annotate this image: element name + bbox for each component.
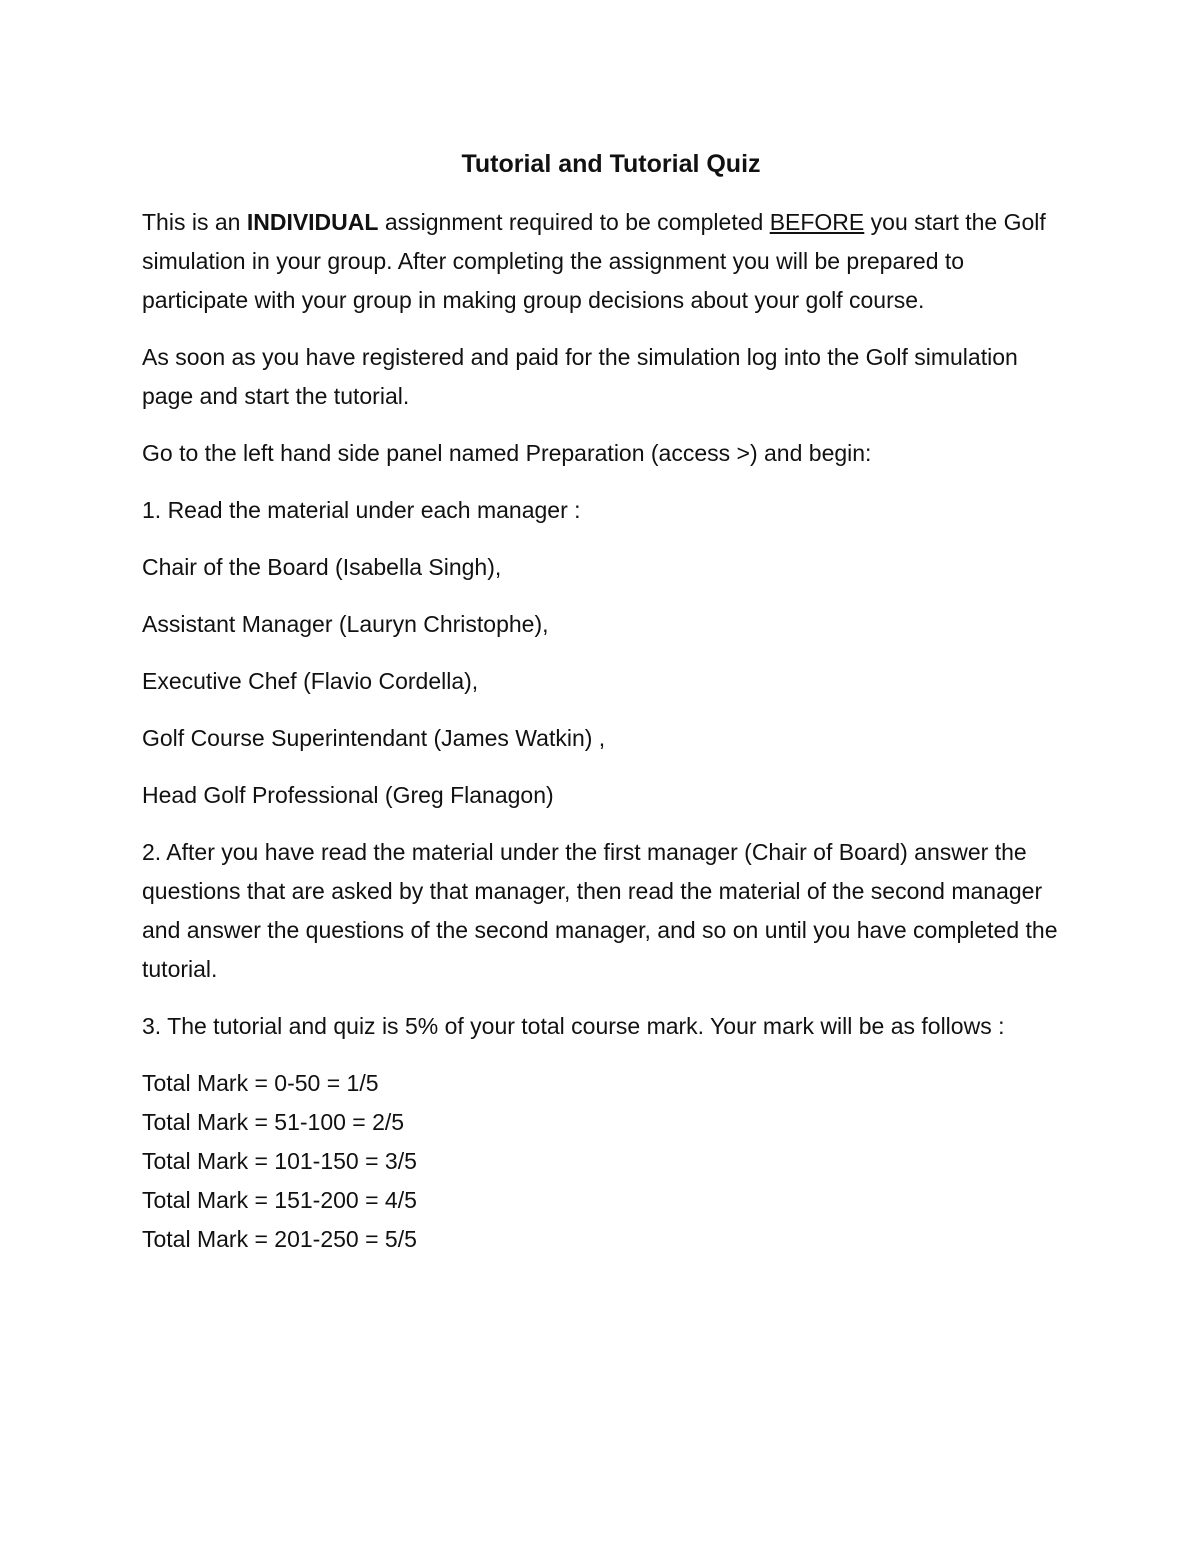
manager-item: Head Golf Professional (Greg Flanagon) bbox=[142, 782, 554, 808]
preparation-paragraph: Go to the left hand side panel named Preparation (access >) and begin: bbox=[142, 440, 872, 466]
intro-text-3: you start the Golf simulation in your group. After completing the assignment you will be prepared to participate with your group in making group decisions about your golf course. bbox=[142, 209, 1046, 313]
mark-scale-item: Total Mark = 201-250 = 5/5 bbox=[142, 1226, 417, 1252]
manager-item: Chair of the Board (Isabella Singh), bbox=[142, 554, 502, 580]
intro-text-2: assignment required to be completed bbox=[378, 209, 770, 235]
manager-item: Assistant Manager (Lauryn Christophe), bbox=[142, 611, 549, 637]
registration-paragraph: As soon as you have registered and paid for the simulation log into the Golf simulation page and start the tutorial. bbox=[142, 344, 1018, 409]
intro-underline-before: BEFORE bbox=[769, 209, 865, 235]
page-title: Tutorial and Tutorial Quiz bbox=[461, 150, 761, 178]
step-3-paragraph: 3. The tutorial and quiz is 5% of your total course mark. Your mark will be as follows : bbox=[142, 1013, 1005, 1039]
step-2-paragraph: 2. After you have read the material under the first manager (Chair of Board) answer the questions that are asked by that manager, then read the material of the second manager and answer the questions of the second manager, and so on until you have completed the tutorial. bbox=[142, 839, 1058, 982]
mark-scale-item: Total Mark = 151-200 = 4/5 bbox=[142, 1187, 417, 1213]
intro-bold-individual: INDIVIDUAL bbox=[246, 209, 379, 235]
intro-paragraph bbox=[142, 203, 1072, 320]
mark-scale-item: Total Mark = 0-50 = 1/5 bbox=[142, 1070, 379, 1096]
mark-scale-item: Total Mark = 101-150 = 3/5 bbox=[142, 1148, 417, 1174]
manager-item: Executive Chef (Flavio Cordella), bbox=[142, 668, 479, 694]
step-1-paragraph: 1. Read the material under each manager : bbox=[142, 497, 581, 523]
mark-scale-list bbox=[142, 1064, 1072, 1259]
manager-item: Golf Course Superintendant (James Watkin) , bbox=[142, 725, 606, 751]
mark-scale-item: Total Mark = 51-100 = 2/5 bbox=[142, 1109, 405, 1135]
document-body bbox=[142, 146, 1072, 1259]
intro-text-1: This is an bbox=[142, 209, 247, 235]
